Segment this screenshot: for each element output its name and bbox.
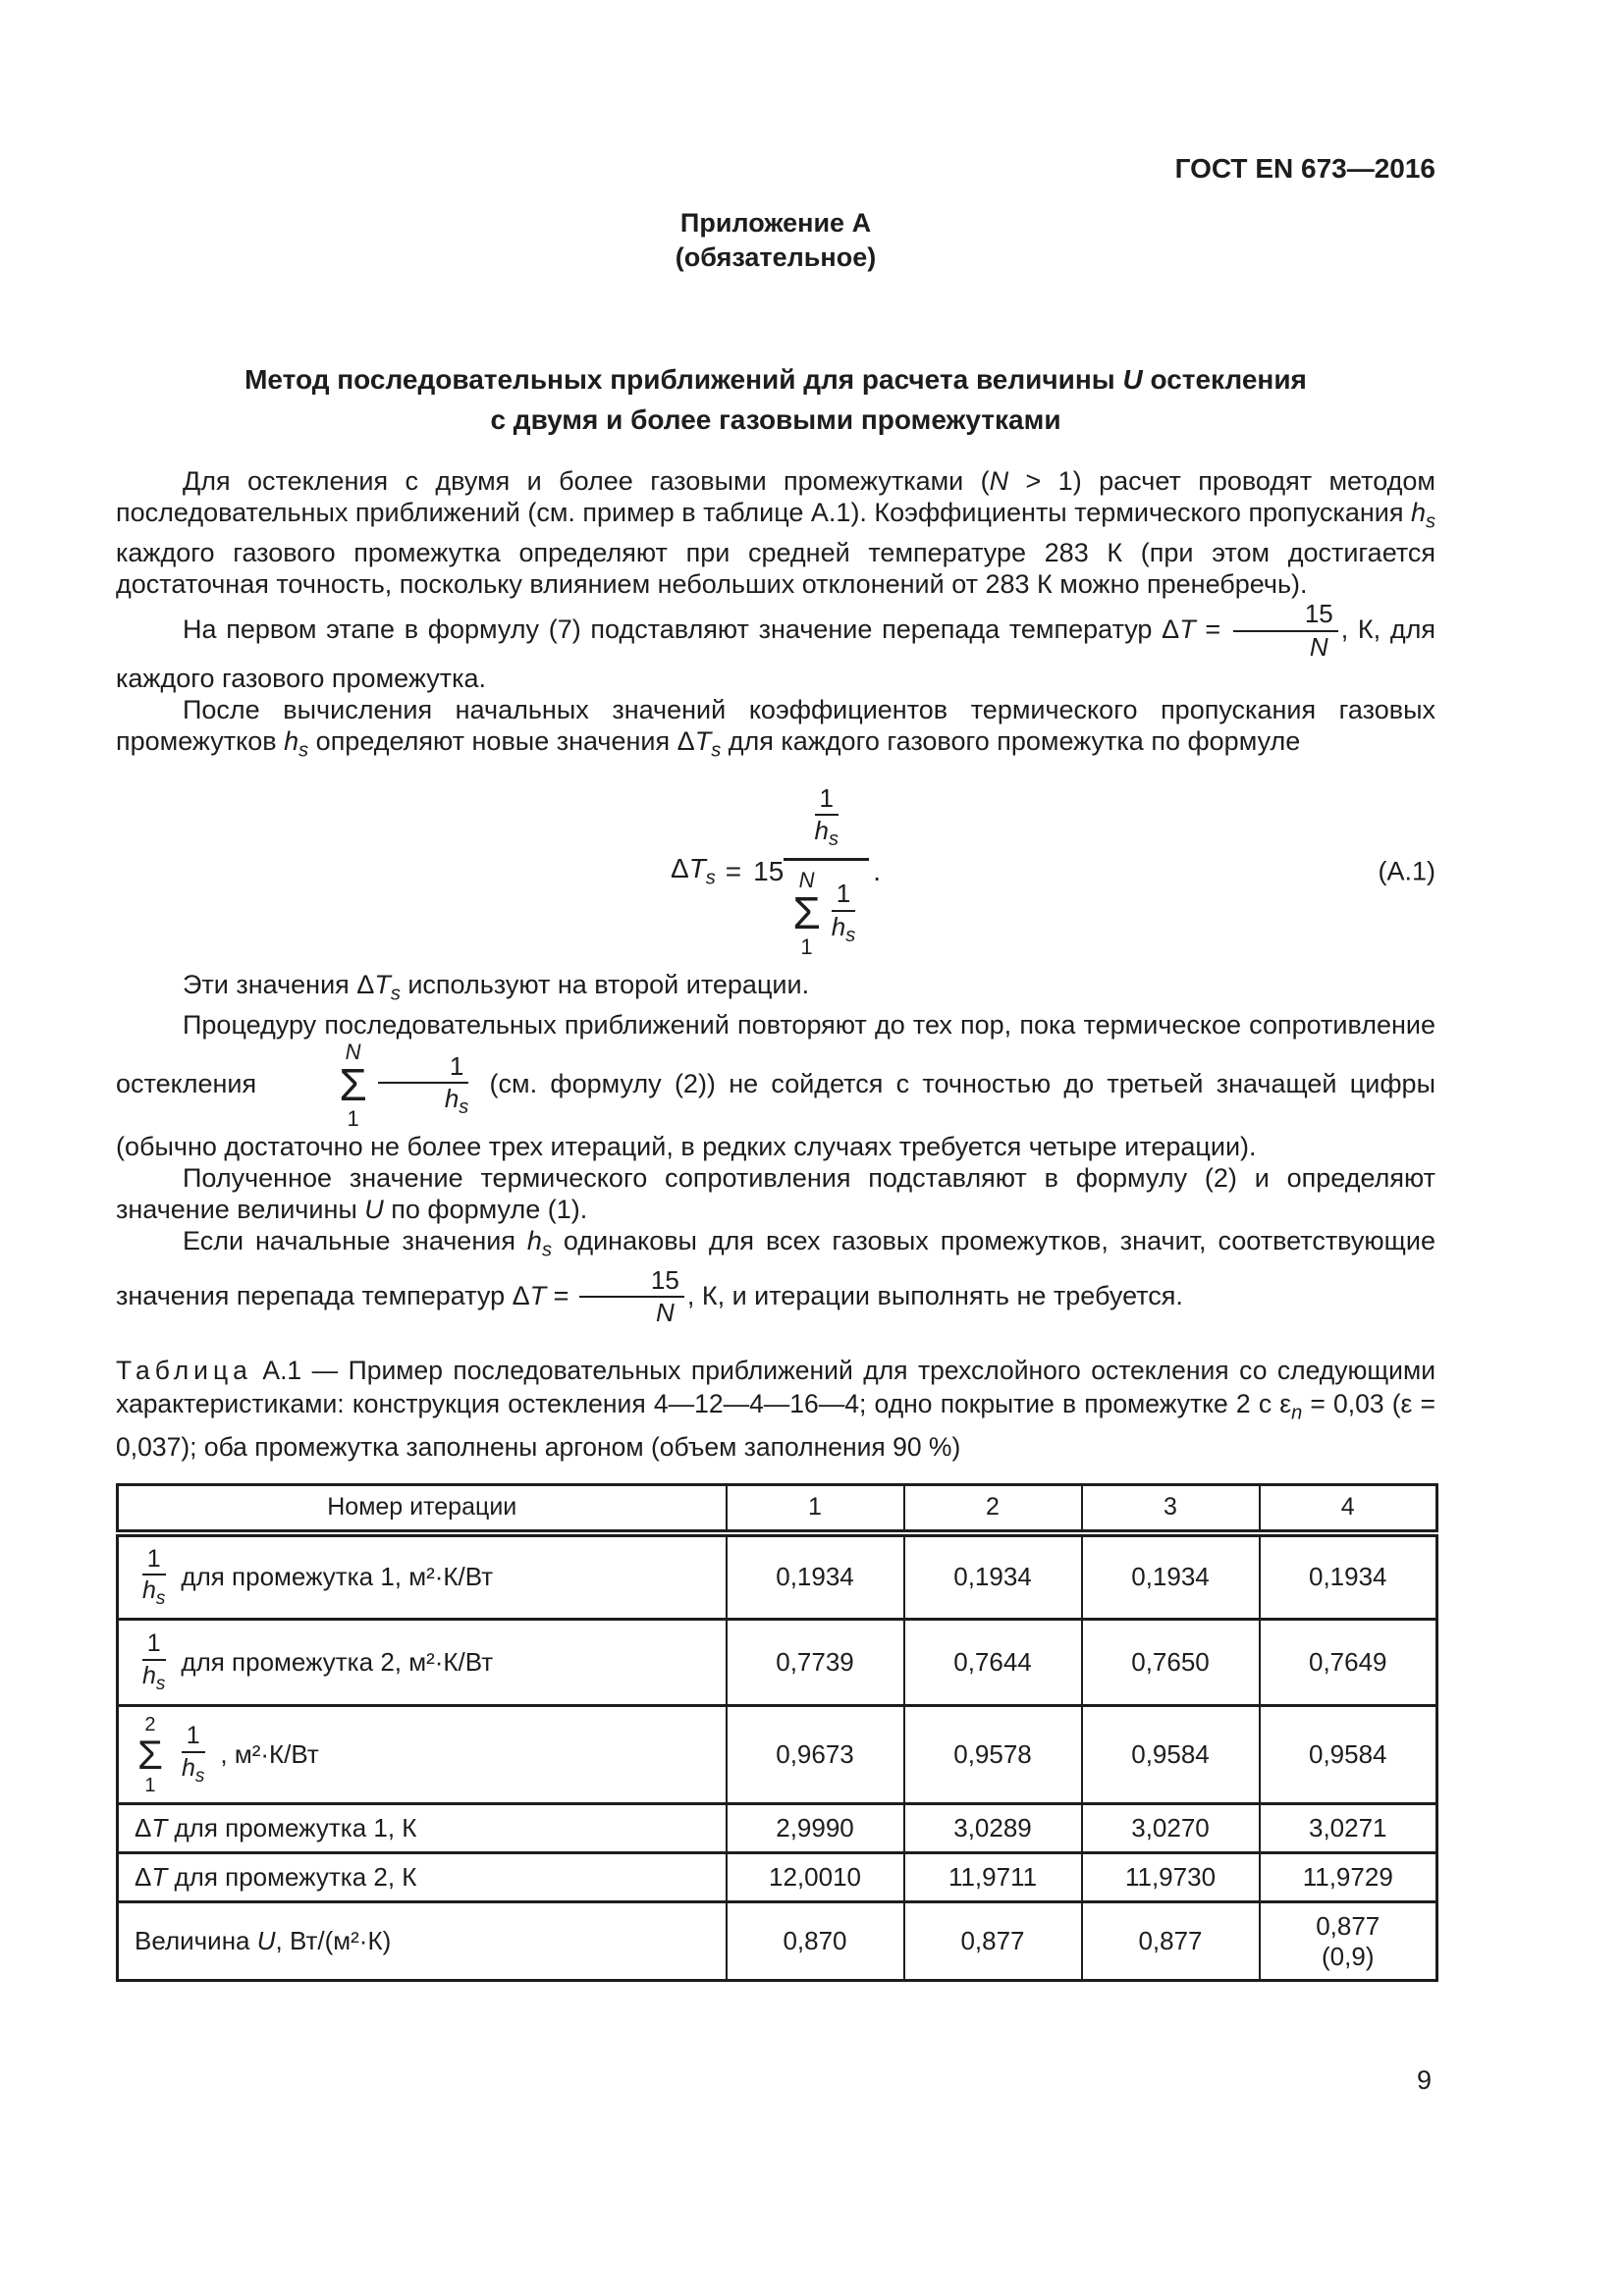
table-cell: 0,1934 (727, 1533, 904, 1620)
table-cell: 2,9990 (727, 1804, 904, 1853)
table-row-sum (118, 1706, 1437, 1804)
appendix-title: Приложение А (679, 208, 872, 238)
paragraph-5: Процедуру последовательных приближений повторяют до тех пор, пока термическое сопротивление остекления N Σ 1 $\frac{1}{h_s}$ (см. формулу (2)) не сойдется с точностью до третьей значащей цифры (обычно достаточно не более трех итераций, в редких случаях требуется четыре итерации). (116, 1010, 1435, 1162)
appendix-heading (116, 206, 1435, 275)
table-cell: 0,9584 (1082, 1706, 1260, 1804)
table-cell: 0,9578 (904, 1706, 1082, 1804)
table-cell: 0,1934 (1260, 1533, 1437, 1620)
paragraph-4: Эти значения $\Delta T_s$ используют на второй итерации. (183, 969, 810, 1005)
row-label-1-hs-gap2: 1 $h_s$ для промежутка 2, м²·К/Вт (135, 1629, 718, 1695)
table-cell: 3,0289 (904, 1804, 1082, 1853)
table-cell: 0,877 (1082, 1902, 1260, 1981)
inline-fraction-15-n: $\frac{15}{N}$ (1233, 600, 1338, 663)
table-cell: 3,0270 (1082, 1804, 1260, 1853)
table-row-1-hs-gap2 (118, 1620, 1437, 1706)
inline-fraction-1-hs: $\frac{1}{h_s}$ (373, 1052, 473, 1120)
table-cell: 0,1934 (904, 1533, 1082, 1620)
fraction-1-hs: 1 $h_s$ (181, 1722, 205, 1788)
appendix-subtitle: (обязательное) (675, 242, 877, 272)
table-row-1-hs-gap1 (118, 1533, 1437, 1620)
page-number: 9 (1416, 2065, 1432, 2095)
table-cell: 0,7644 (904, 1620, 1082, 1706)
formula-lhs: $\Delta T_s$ (670, 852, 716, 889)
table-row-dt-gap2 (118, 1853, 1437, 1902)
row-label-sum: 2 Σ 1 1 $h_s$ , м²·К/Вт (137, 1713, 319, 1796)
delta-t-symbol: ΔT (512, 1280, 547, 1310)
delta-t-symbol: ΔT (1162, 614, 1196, 645)
denominator-fraction: 1 $h_s$ (831, 879, 856, 947)
fraction-1-hs: 1 $h_s$ (142, 1629, 166, 1695)
row-label-1-hs-gap1: 1 $h_s$ для промежутка 1, м²·К/Вт (135, 1545, 718, 1611)
page-content (116, 0, 1435, 1982)
table-cell: 0,877 (904, 1902, 1082, 1981)
delta-ts-symbol: $\Delta T_s$ (356, 969, 401, 1005)
paragraph-2: На первом этапе в формулу (7) подставляют значение перепада температур ΔT = $\frac{15}{N}$ , К, для каждого газового промежутка. (116, 599, 1435, 694)
iterations-table (116, 1483, 1438, 1983)
sum-symbol: 2 Σ 1 (137, 1713, 163, 1796)
table-header-2: 2 (904, 1484, 1082, 1533)
table-cell: 0,870 (727, 1902, 904, 1981)
section-title (116, 359, 1435, 440)
inline-sum-symbol: N Σ 1 (339, 1040, 367, 1131)
table-cell: 0,7649 (1260, 1620, 1437, 1706)
document-code: ГОСТ EN 673—2016 (1174, 153, 1435, 184)
table-caption: Таблица А.1 — Пример последовательных приближений для трехслойного остекления со следующими характеристиками: конструкция остекления 4—12—4—16—4; одно покрытие в промежутке 2 с $\varepsilon_n = 0,03$ (ε = 0,037); оба промежутка заполнены аргоном (объем заполнения 90 %) (116, 1356, 1435, 1462)
table-cell: 11,9711 (904, 1853, 1082, 1902)
numerator-fraction: $\frac{1}{h_s}$ (814, 782, 839, 851)
sum-symbol: N Σ 1 (792, 867, 821, 959)
table-cell: 11,9729 (1260, 1853, 1437, 1902)
inline-fraction-15-n: $\frac{15}{N}$ (579, 1266, 684, 1329)
table-row-dt-gap1 (118, 1804, 1437, 1853)
delta-ts-symbol: $\Delta T_s$ (677, 726, 722, 762)
paragraph-7: Если начальные значения $h_s$ одинаковы для всех газовых промежутков, значит, соответствующие значения перепада температур ΔT = $\frac{15}{N}$ , К, и итерации выполнять не требуется. (116, 1226, 1435, 1328)
table-header-4: 4 (1260, 1484, 1437, 1533)
fraction-1-hs: 1 $h_s$ (142, 1544, 166, 1610)
table-header-1: 1 (727, 1484, 904, 1533)
table-row-u-value (118, 1902, 1437, 1981)
table-cell: 0,9673 (727, 1706, 904, 1804)
formula-a1 (116, 784, 1435, 959)
epsilon-symbol: $\varepsilon_n$ (1279, 1389, 1303, 1424)
table-cell: 0,9584 (1260, 1706, 1437, 1804)
formula-main-fraction (784, 784, 869, 959)
section-title-line1: Метод последовательных приближений для расчета величины U остекления (244, 364, 1307, 395)
paragraph-3: После вычисления начальных значений коэффициентов термического пропускания газовых промежутков $h_s$ определяют новые значения $\Delta T_s$ для каждого газового промежутка по формуле (116, 695, 1435, 762)
row-label-dt-gap2: ΔT для промежутка 2, К (135, 1862, 417, 1893)
row-label-u-value: Величина U, Вт/(м²·К) (135, 1926, 392, 1956)
table-header-3: 3 (1082, 1484, 1260, 1533)
table-cell: 12,0010 (727, 1853, 904, 1902)
table-cell: 0,7739 (727, 1620, 904, 1706)
table-cell: 3,0271 (1260, 1804, 1437, 1853)
paragraph-6: Полученное значение термического сопротивления подставляют в формулу (2) и определяют значение величины U по формуле (1). (116, 1163, 1435, 1225)
table-cell: 0,7650 (1082, 1620, 1260, 1706)
formula-a1-body: $\Delta T_s$ = 15 $\frac{1}{h_s}$ N Σ 1 1 $h_s$ . (670, 782, 881, 959)
section-title-line2: с двумя и более газовыми промежутками (490, 404, 1061, 435)
paragraph-1: Для остекления с двумя и более газовыми промежутками (N > 1) расчет проводят методом последовательных приближений (см. пример в таблице А.1). Коэффициенты термического пропускания $h_s$ каждого газового промежутка определяют при средней температуре 283 К (при этом достигается достаточная точность, поскольку влиянием небольших отклонений от 283 К можно пренебречь). (116, 466, 1435, 600)
table-header-iteration: Номер итерации (118, 1484, 727, 1533)
formula-number: (А.1) (1378, 856, 1435, 886)
table-cell: 0,1934 (1082, 1533, 1260, 1620)
table-cell: 11,9730 (1082, 1853, 1260, 1902)
table-cell: 0,877 (0,9) (1260, 1902, 1437, 1981)
row-label-dt-gap1: ΔT для промежутка 1, К (135, 1813, 417, 1843)
table-header-row (118, 1484, 1437, 1533)
